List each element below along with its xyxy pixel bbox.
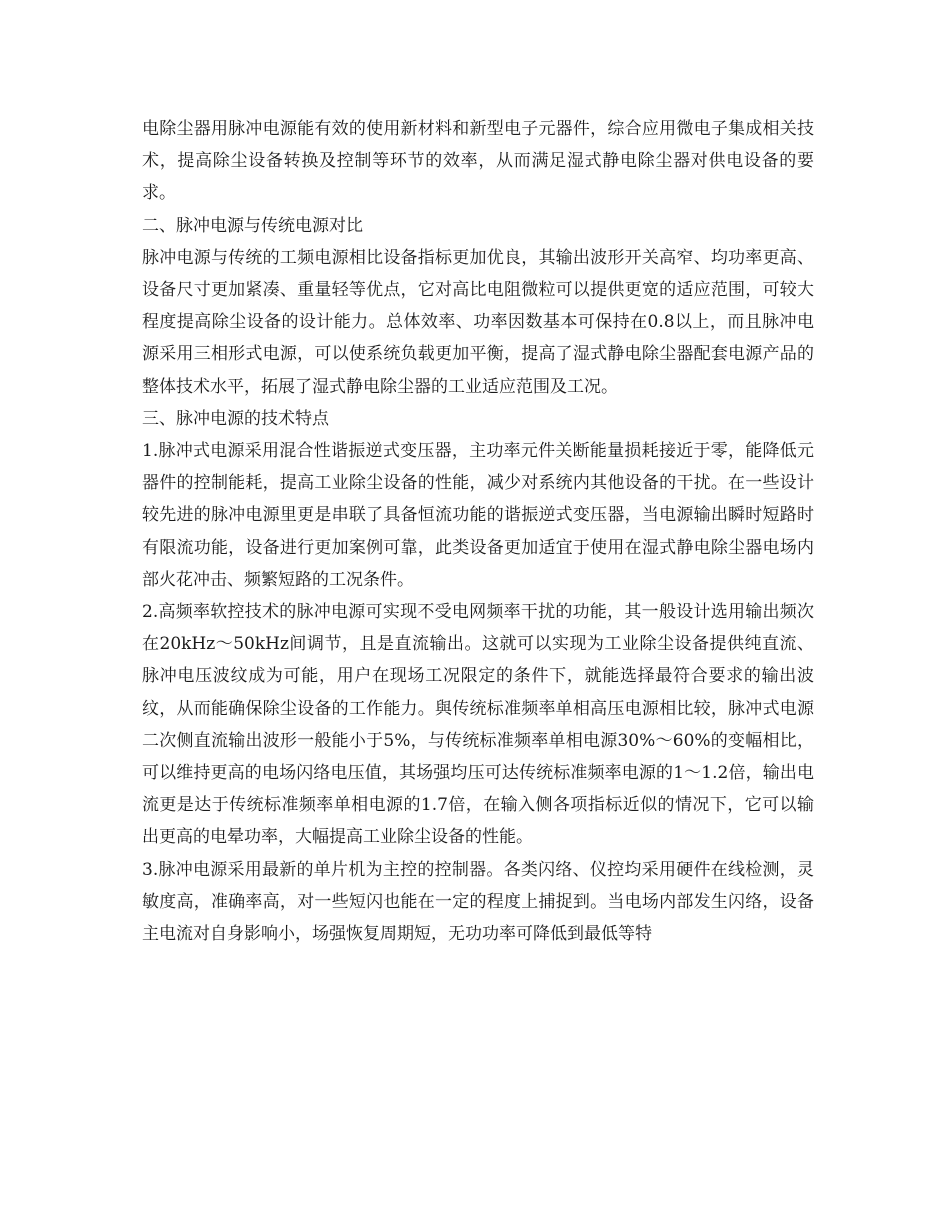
paragraph-feature-3: 3.脉冲电源采用最新的单片机为主控的控制器。各类闪络、仪控均采用硬件在线检测，灵敏度高，准确率高，对一些短闪也能在一定的程度上捕捉到。当电场内部发生闪络，设备主电流对自身影响小，场强恢复周期短，无功功率可降低到最低等特 (142, 859, 814, 945)
paragraph-comparison: 脉冲电源与传统的工频电源相比设备指标更加优良，其输出波形开关高窄、均功率更高、设备尺寸更加紧凑、重量轻等优点，它对高比电阻微粒可以提供更宽的适应范围，可较大程度提高除尘设备的设计能力。总体效率、功率因数基本可保持在0.8以上，而且脉冲电源采用三相形式电源，可以使系统负载更加平衡，提高了湿式静电除尘器配套电源产品的整体技术水平，拓展了湿式静电除尘器的工业适应范围及工况。 (142, 247, 814, 397)
paragraph-intro: 电除尘器用脉冲电源能有效的使用新材料和新型电子元器件，综合应用微电子集成相关技术，提高除尘设备转换及控制等环节的效率，从而满足湿式静电除尘器对供电设备的要求。 (142, 119, 814, 204)
document-body (142, 113, 814, 950)
section-heading-features: 三、脉冲电源的技术特点 (142, 408, 329, 429)
section-heading-comparison: 二、脉冲电源与传统电源对比 (142, 215, 363, 236)
paragraph-feature-2: 2.高频率软控技术的脉冲电源可实现不受电网频率干扰的功能，其一般设计选用输出频次在20kHz～50kHz间调节，且是直流输出。这就可以实现为工业除尘设备提供纯直流、脉冲电压波纹成为可能，用户在现场工况限定的条件下，就能选择最符合要求的输出波纹，从而能确保除尘设备的工作能力。與传统标准频率单相高压电源相比较，脉冲式电源二次侧直流输出波形一般能小于5%，与传统标准频率单相电源30%～60%的变幅相比，可以维持更高的电场闪络电压值，其场强均压可达传统标准频率电源的1～1.2倍，输出电流更是达于传统标准频率单相电源的1.7倍，在输入侧各项指标近似的情况下，它可以输出更高的电晕功率，大幅提高工业除尘设备的性能。 (142, 602, 814, 848)
paragraph-feature-1: 1.脉冲式电源采用混合性谐振逆式变压器，主功率元件关断能量损耗接近于零，能降低元器件的控制能耗，提高工业除尘设备的性能，减少对系统内其他设备的干扰。在一些设计较先进的脉冲电源里更是串联了具备恒流功能的谐振逆式变压器，当电源输出瞬时短路时有限流功能，设备进行更加案例可靠，此类设备更加适宜于使用在湿式静电除尘器电场内部火花冲击、频繁短路的工况条件。 (142, 441, 814, 590)
